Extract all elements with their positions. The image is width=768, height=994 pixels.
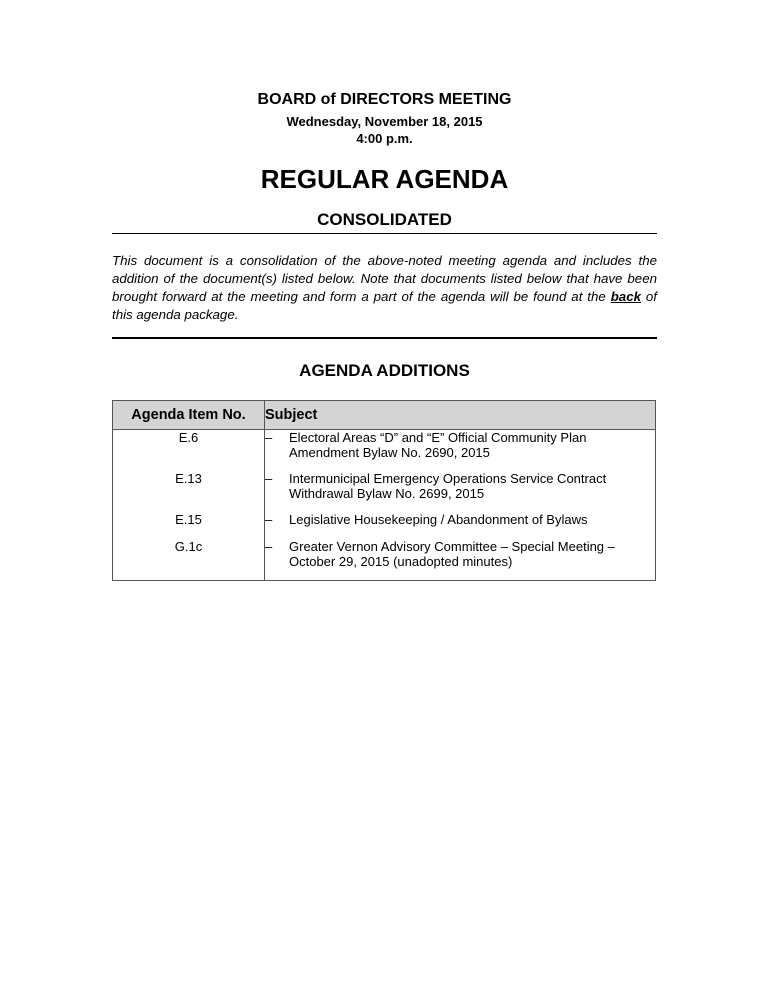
subject-text: Intermunicipal Emergency Operations Service Contract Withdrawal Bylaw No. 2699, 2015 [289, 471, 607, 501]
item-number-cell: G.1c [113, 539, 265, 581]
table-row [113, 512, 656, 539]
divider-thick [112, 337, 657, 339]
subject-text: Electoral Areas “D” and “E” Official Community Plan Amendment Bylaw No. 2690, 2015 [289, 430, 587, 460]
intro-text-after: of this agenda package. [112, 289, 657, 322]
item-number-cell: E.6 [113, 430, 265, 472]
table-row [113, 430, 656, 472]
agenda-title: REGULAR AGENDA [260, 164, 509, 194]
table-row [113, 471, 656, 512]
dash-marker: – [265, 430, 273, 445]
subject-text: Greater Vernon Advisory Committee – Special Meeting – October 29, 2015 (unadopted minutes) [289, 539, 615, 569]
divider-thin [112, 233, 657, 234]
dash-marker: – [265, 471, 273, 486]
consolidated-heading: CONSOLIDATED [317, 210, 452, 229]
subject-cell [265, 471, 656, 512]
subject-cell [265, 539, 656, 581]
item-number-cell: E.15 [113, 512, 265, 539]
dash-marker: – [265, 539, 273, 554]
table-row [113, 539, 656, 581]
subject-cell [265, 430, 656, 472]
agenda-additions-table [112, 400, 656, 581]
meeting-title: BOARD of DIRECTORS MEETING [257, 91, 512, 108]
column-header-item-no: Agenda Item No. [113, 401, 265, 430]
table-header-row [113, 401, 656, 430]
item-number-cell: E.13 [113, 471, 265, 512]
intro-emphasis-back: back [610, 289, 641, 304]
meeting-time: 4:00 p.m. [356, 131, 413, 146]
meeting-date: Wednesday, November 18, 2015 [286, 114, 483, 129]
intro-paragraph [112, 252, 657, 324]
subject-cell [265, 512, 656, 539]
agenda-additions-heading: AGENDA ADDITIONS [299, 361, 470, 380]
column-header-subject: Subject [265, 401, 656, 430]
intro-text-before: This document is a consolidation of the above-noted meeting agenda and includes the addition of the document(s) listed below. Note that documents listed below that have been brought forward at the meeting and form a part of the agenda will be found at the [112, 253, 657, 304]
subject-text: Legislative Housekeeping / Abandonment of Bylaws [289, 512, 588, 527]
dash-marker: – [265, 512, 273, 527]
